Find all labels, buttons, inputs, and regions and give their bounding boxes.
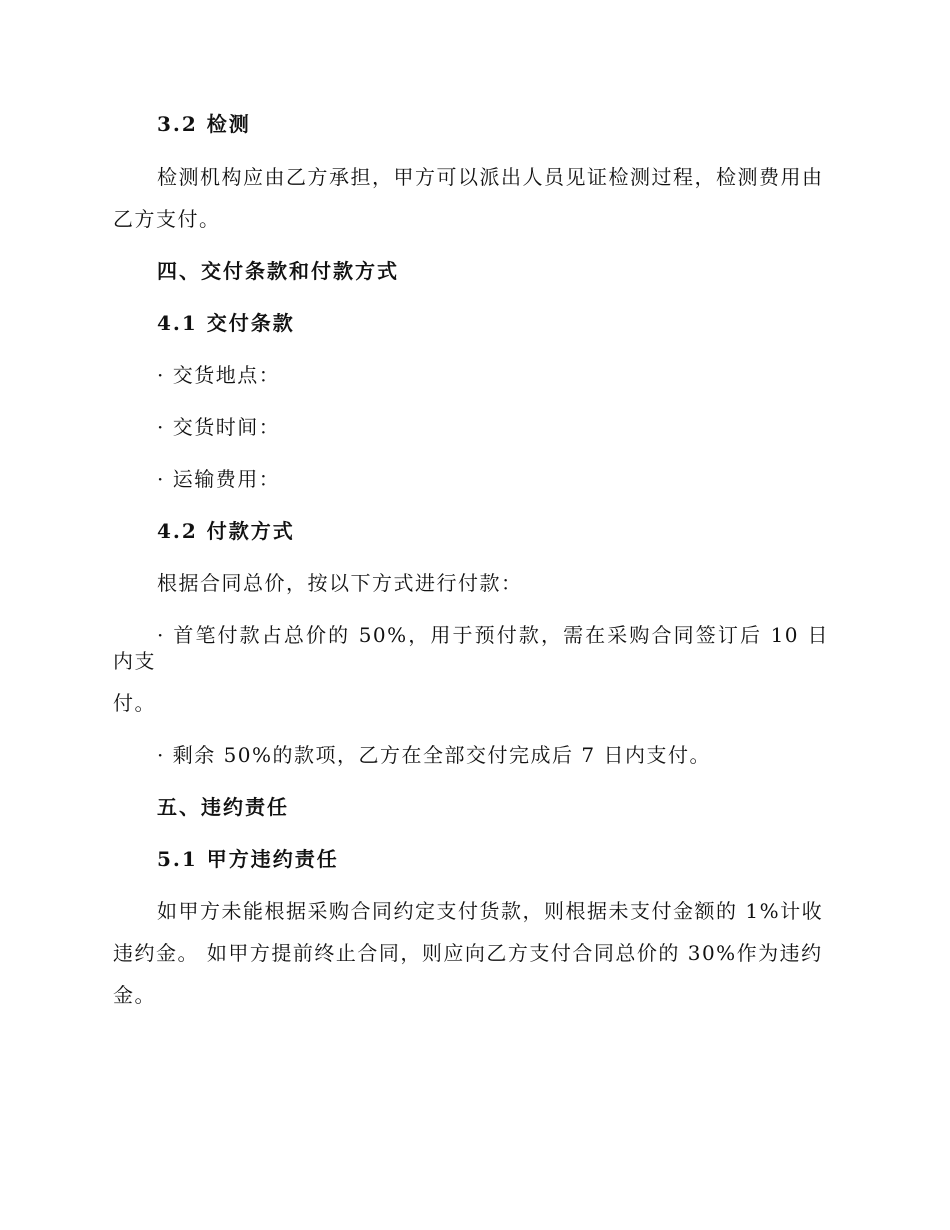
paragraph-line: 检测机构应由乙方承担，甲方可以派出人员见证检测过程，检测费用由 xyxy=(157,165,824,189)
paragraph-line: 金。 xyxy=(113,983,156,1007)
heading-5-1: 5.1 甲方违约责任 xyxy=(157,847,339,871)
paragraph-party-a-breach xyxy=(113,898,829,1008)
heading-section-4: 四、交付条款和付款方式 xyxy=(157,259,399,283)
document-body xyxy=(113,111,829,1008)
list-item-first-payment xyxy=(113,622,829,716)
heading-4-1: 4.1 交付条款 xyxy=(157,311,295,335)
paragraph-payment-intro: 根据合同总价，按以下方式进行付款： xyxy=(157,571,523,595)
list-item-delivery-location: · 交货地点： xyxy=(157,363,281,387)
paragraph-inspection xyxy=(113,164,829,232)
paragraph-line: · 首笔付款占总价的 50%，用于预付款，需在采购合同签订后 10 日内支 xyxy=(113,623,829,673)
paragraph-line: 违约金。 如甲方提前终止合同，则应向乙方支付合同总价的 30%作为违约 xyxy=(113,941,823,965)
paragraph-line: 付。 xyxy=(113,691,156,715)
heading-4-2: 4.2 付款方式 xyxy=(157,519,295,543)
paragraph-line: 乙方支付。 xyxy=(113,207,221,231)
list-item-remaining-payment: · 剩余 50%的款项，乙方在全部交付完成后 7 日内支付。 xyxy=(157,743,711,767)
list-item-delivery-time: · 交货时间： xyxy=(157,415,281,439)
heading-3-2: 3.2 检测 xyxy=(157,112,251,136)
heading-section-5: 五、违约责任 xyxy=(157,795,289,819)
paragraph-line: 如甲方未能根据采购合同约定支付货款，则根据未支付金额的 1%计收 xyxy=(157,899,824,923)
list-item-transport-cost: · 运输费用： xyxy=(157,467,281,491)
